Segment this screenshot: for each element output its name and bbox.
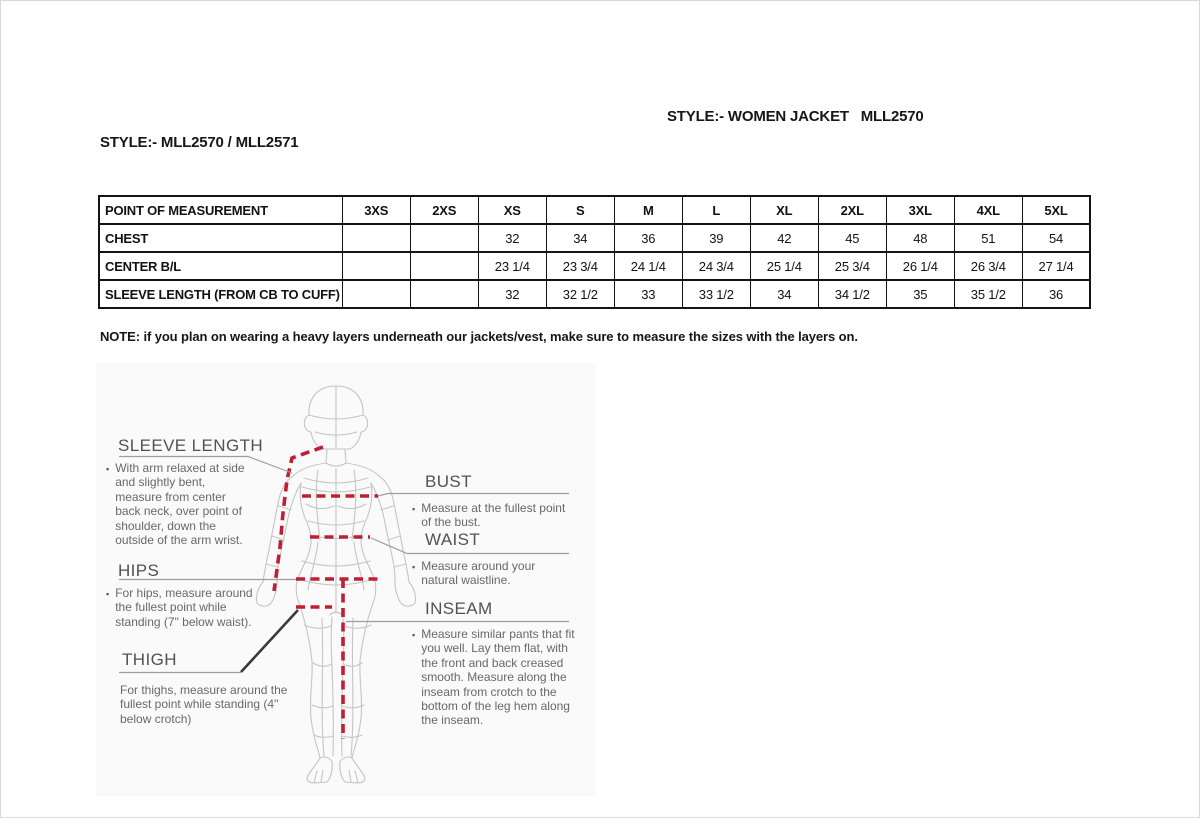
waist-description: ▪ Measure around your natural waistline. [412, 559, 536, 588]
column-header-size: L [682, 196, 750, 224]
label-bust: BUST [425, 472, 472, 491]
bullet-icon: ▪ [412, 504, 416, 514]
table-row [99, 280, 1090, 308]
column-header-size: 4XL [954, 196, 1022, 224]
size-value-cell: 25 3/4 [818, 252, 886, 280]
size-value-cell: 36 [614, 224, 682, 252]
size-value-cell: 26 1/4 [886, 252, 954, 280]
size-value-cell: 25 1/4 [750, 252, 818, 280]
size-value-cell: 35 [886, 280, 954, 308]
size-value-cell: 34 [546, 224, 614, 252]
size-value-cell: 45 [818, 224, 886, 252]
label-sleeve-length: SLEEVE LENGTH [118, 436, 264, 455]
column-header-measurement: POINT OF MEASUREMENT [99, 196, 342, 224]
size-value-cell: 51 [954, 224, 1022, 252]
column-header-size: M [614, 196, 682, 224]
size-value-cell [342, 252, 410, 280]
note-text: NOTE: if you plan on wearing a heavy layers underneath our jackets/vest, make sure to measure the sizes with the layers on. [100, 329, 858, 344]
table-row [99, 224, 1090, 252]
thigh-description: For thighs, measure around the fullest point while standing (4" below crotch) [120, 683, 288, 726]
size-value-cell: 24 1/4 [614, 252, 682, 280]
size-value-cell [342, 224, 410, 252]
size-value-cell: 48 [886, 224, 954, 252]
size-value-cell: 39 [682, 224, 750, 252]
size-value-cell: 33 1/2 [682, 280, 750, 308]
style-title-right: STYLE:- WOMEN JACKET MLL2570 [667, 108, 924, 125]
row-label: CHEST [99, 224, 342, 252]
hips-description: ▪ For hips, measure around the fullest point while standing (7" below waist). [106, 586, 253, 629]
table-header-row [99, 196, 1090, 224]
size-value-cell: 27 1/4 [1022, 252, 1090, 280]
size-value-cell: 42 [750, 224, 818, 252]
size-value-cell [410, 224, 478, 252]
column-header-size: 2XS [410, 196, 478, 224]
label-waist: WAIST [425, 530, 481, 549]
bullet-icon: ▪ [412, 562, 416, 572]
column-header-size: 5XL [1022, 196, 1090, 224]
size-value-cell: 34 1/2 [818, 280, 886, 308]
row-label: SLEEVE LENGTH (FROM CB TO CUFF) [99, 280, 342, 308]
label-thigh: THIGH [122, 650, 177, 669]
size-value-cell: 32 1/2 [546, 280, 614, 308]
size-value-cell [410, 252, 478, 280]
size-value-cell: 32 [478, 280, 546, 308]
label-hips: HIPS [118, 561, 160, 580]
size-value-cell: 24 3/4 [682, 252, 750, 280]
size-value-cell: 33 [614, 280, 682, 308]
size-value-cell: 36 [1022, 280, 1090, 308]
bust-callout-line [378, 494, 569, 497]
inseam-description: ▪ Measure similar pants that fit you well. Lay them flat, with the front and back creased smooth. Measure along the inseam from crotch to the bottom of the leg hem along the inseam. [412, 627, 575, 728]
size-chart-table [98, 195, 1091, 309]
bust-description: ▪ Measure at the fullest point of the bust. [412, 501, 566, 530]
size-value-cell: 23 3/4 [546, 252, 614, 280]
size-value-cell: 34 [750, 280, 818, 308]
column-header-size: 3XS [342, 196, 410, 224]
size-value-cell [342, 280, 410, 308]
column-header-size: XS [478, 196, 546, 224]
size-value-cell: 26 3/4 [954, 252, 1022, 280]
style-title-left: STYLE:- MLL2570 / MLL2571 [100, 134, 299, 151]
label-inseam: INSEAM [425, 599, 493, 618]
column-header-size: XL [750, 196, 818, 224]
size-value-cell: 23 1/4 [478, 252, 546, 280]
size-value-cell: 35 1/2 [954, 280, 1022, 308]
row-label: CENTER B/L [99, 252, 342, 280]
bullet-icon: ▪ [412, 630, 416, 640]
column-header-size: 2XL [818, 196, 886, 224]
size-value-cell [410, 280, 478, 308]
table-row [99, 252, 1090, 280]
size-value-cell: 54 [1022, 224, 1090, 252]
bullet-icon: ▪ [106, 589, 110, 599]
size-value-cell: 32 [478, 224, 546, 252]
bullet-icon: ▪ [106, 464, 110, 474]
sleeve-length-description: ▪ With arm relaxed at side and slightly bent, measure from center back neck, over point of shoulder, down the outside of the arm wrist. [106, 461, 245, 548]
measurement-diagram [96, 363, 596, 796]
column-header-size: 3XL [886, 196, 954, 224]
column-header-size: S [546, 196, 614, 224]
